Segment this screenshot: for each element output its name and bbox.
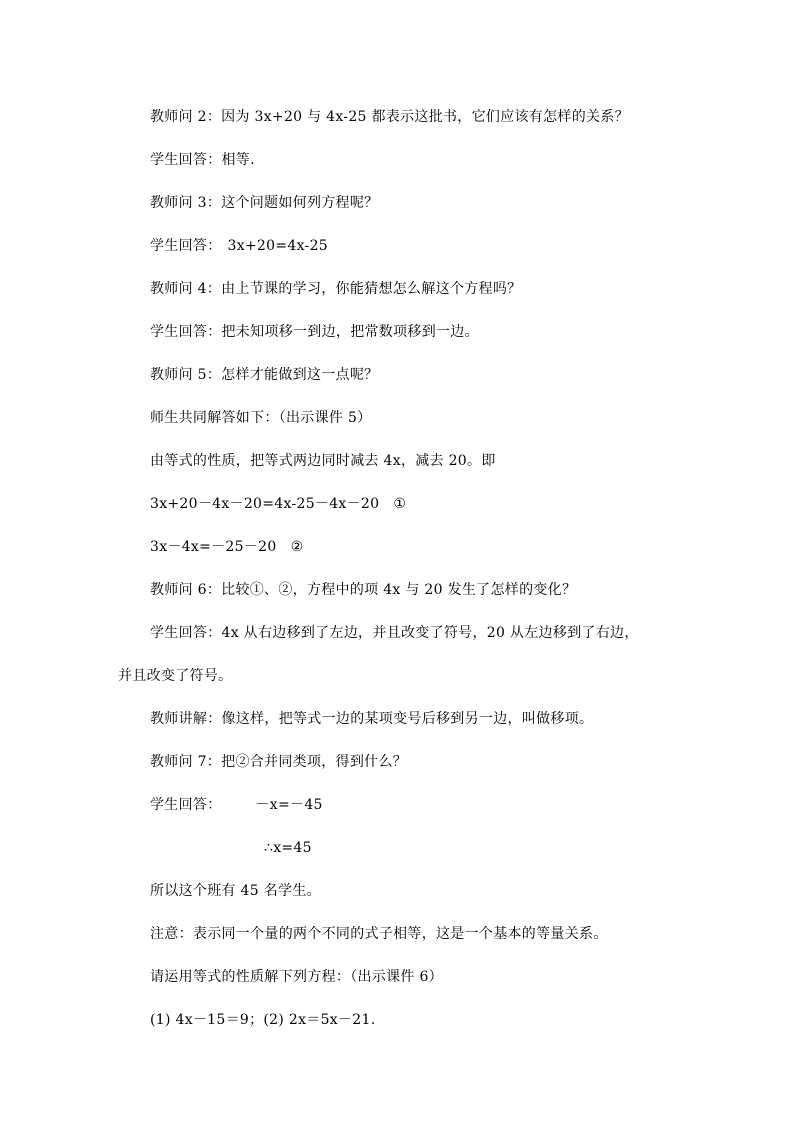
joint-solution-intro: 师生共同解答如下：（出示课件 5） [150,410,372,426]
exercise-equations: (1) 4x－15＝9；(2) 2x＝5x－21. [150,1012,376,1028]
teacher-explanation: 教师讲解：像这样，把等式一边的某项变号后移到另一边，叫做移项。 [150,711,594,727]
equation-step-2-text: 3x－4x=－25－20 [150,539,277,555]
teacher-question-6: 教师问 6：比较①、②，方程中的项 4x 与 20 发生了怎样的变化？ [150,582,577,598]
circled-number-2: ② [290,539,304,555]
conclusion: 所以这个班有 45 名学生。 [150,883,321,899]
equation-step-2 [150,537,303,557]
circled-number-1: ① [393,496,407,512]
teacher-question-3: 教师问 3：这个问题如何列方程呢？ [150,195,379,211]
student-answer-3 [150,236,328,256]
equation-step-1-text: 3x+20－4x－20=4x-25－4x－20 [150,496,380,512]
exercise-prompt: 请运用等式的性质解下列方程：（出示课件 6） [150,969,443,985]
student-answer-6: 学生回答：4x 从右边移到了左边，并且改变了符号，20 从左边移到了右边， [150,625,639,641]
teacher-question-2: 教师问 2：因为 3x+20 与 4x-25 都表示这批书，它们应该有怎样的关系？ [150,109,629,125]
equation-step-1 [150,494,406,514]
student-answer-label: 学生回答： [150,797,222,813]
equation-combined: －x=－45 [255,797,323,813]
student-answer-6-continued: 并且改变了符号。 [118,668,233,684]
student-answer-4: 学生回答：把未知项移一到边，把常数项移到一边。 [150,324,479,340]
student-answer-label: 学生回答： [150,238,222,254]
property-explanation: 由等式的性质，把等式两边同时减去 4x，减去 20。即 [150,453,496,469]
equation-solution: ∴x=45 [264,840,312,856]
note: 注意：表示同一个量的两个不同的式子相等，这是一个基本的等量关系。 [150,926,608,942]
equation-original: 3x+20=4x-25 [227,238,328,254]
student-answer-7 [150,795,323,815]
teacher-question-7: 教师问 7：把②合并同类项，得到什么？ [150,754,408,770]
student-answer-2: 学生回答：相等. [150,152,255,168]
teacher-question-5: 教师问 5：怎样才能做到这一点呢？ [150,367,379,383]
teacher-question-4: 教师问 4：由上节课的学习，你能猜想怎么解这个方程吗？ [150,281,522,297]
